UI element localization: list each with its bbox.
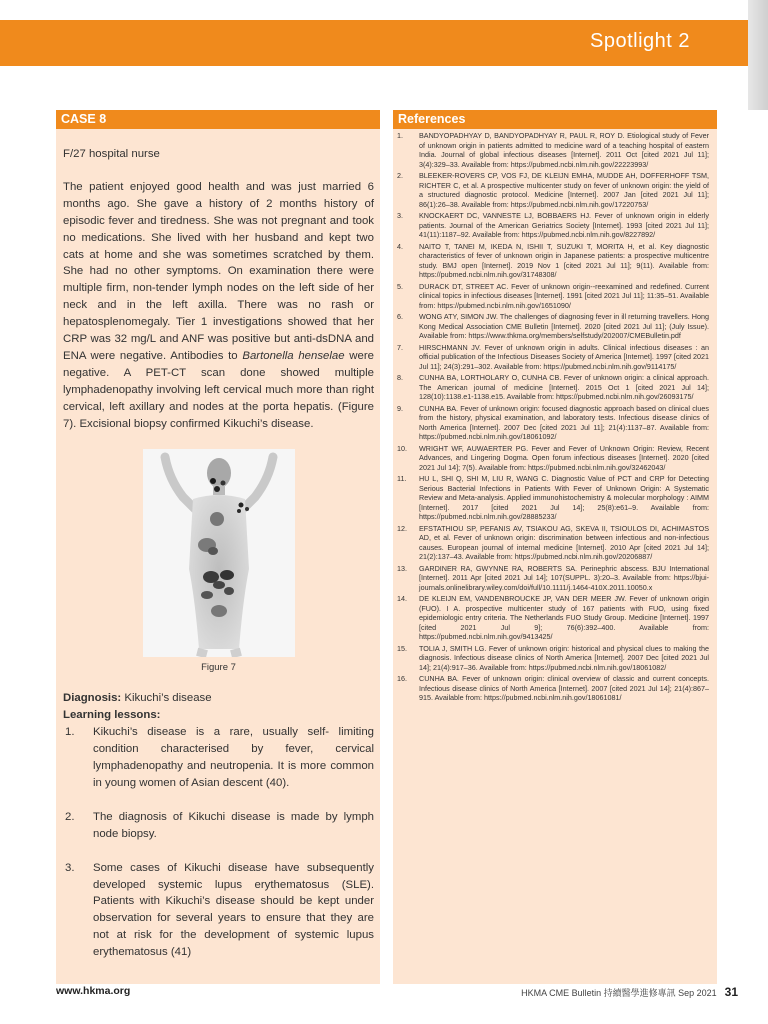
reference-text: DE KLEIJN EM, VANDENBROUCKE JP, VAN DER MEER JW. Fever of unknown origin (FUO). I A. prospective multicenter study of 167 patients with FUO, using fixed epidemiologic entry criteria. The Netherlands FUO Study Group. Medicine [Internet]. 1997 [cited 2021 Jul 9]; 76(6):392–400. Available from: https://pubmed.ncbi.nlm.nih.gov/9413425/ <box>419 594 709 641</box>
lesson-text: The diagnosis of Kikuchi disease is made by lymph node biopsy. <box>93 810 374 840</box>
references-panel <box>393 110 717 984</box>
reference-number: 11. <box>397 474 407 483</box>
reference-item <box>397 524 709 562</box>
reference-text: HIRSCHMANN JV. Fever of unknown origin in adults. Clinical infectious diseases : an official publication of the Infectious Diseases Society of America [Internet]. 1997 [cited 2021 Jul 11]; 24(3):291–302. Available from: https://pubmed.ncbi.nlm.nih.gov/9114175/ <box>419 342 709 371</box>
reference-number: 13. <box>397 563 407 573</box>
reference-number: 5. <box>397 281 403 291</box>
reference-text: CUNHA BA. Fever of unknown origin: focused diagnostic approach based on clinical clues from the history, physical examination, and laboratory tests. Infectious disease clinics of North America [Internet]. 2007 Dec [cited 2021 Jul 11]; 21(4):1137–87. Available from: https://pubmed.ncbi.nlm.nih.gov/18061092/ <box>419 403 709 441</box>
reference-text: CUNHA BA, LORTHOLARY O, CUNHA CB. Fever of unknown origin: a clinical approach. The American journal of medicine [Internet]. 2015 Oct 1 [cited 2021 Jul 14]; 128(10):1138.e1-1138.e15. Available from: https://pubmed.ncbi.nlm.nih.gov/26093175/ <box>419 373 709 401</box>
reference-text: NAITO T, TANEI M, IKEDA N, ISHII T, SUZUKI T, MORITA H, et al. Key diagnostic characteristics of fever of unknown origin in Japanese patients: a prospective multicentre study. BMJ open [Internet]. 2019 Nov 1 [cited 2021 Jul 11]; 9(11). Available from: https://pubmed.ncbi.nlm.nih.gov/31748308/ <box>419 241 709 279</box>
diagnosis <box>63 690 374 707</box>
footer-bulletin <box>521 985 738 999</box>
references-title: References <box>393 110 717 129</box>
reference-text: CUNHA BA. Fever of unknown origin: clinical overview of classic and current concepts. Infectious disease clinics of North America [Internet]. 2007 [cited 2021 Jul 14]; 21(4):867–915. Available from: https://pubmed.ncbi.nlm.nih.gov/18061081/ <box>419 674 709 702</box>
reference-number: 4. <box>397 241 403 251</box>
diagnosis-value: Kikuchi’s disease <box>121 692 212 705</box>
reference-text: GARDINER RA, GWYNNE RA, ROBERTS SA. Perinephric abscess. BJU International [Internet]. 2011 Apr [cited 2021 Jul 14]; 107(SUPPL. 3):20–3. Available from: https://bjui-journals.onlinelibrary.wiley.com/doi/full/10.1111/j.1464-410X.2011.10050.x <box>419 563 709 592</box>
bulletin-name: HKMA CME Bulletin 持續醫學進修專訊 Sep 2021 <box>521 988 717 998</box>
reference-number: 16. <box>397 674 407 683</box>
figure-caption: Figure 7 <box>201 661 236 673</box>
reference-item <box>397 594 709 642</box>
reference-text: HU L, SHI Q, SHI M, LIU R, WANG C. Diagnostic Value of PCT and CRP for Detecting Serious Bacterial Infections in Patients With Fever of Unknown Origin: A Systematic Review and Meta-analysis. Applied immunohistochemistry & molecular morphology : AIMM [Internet]. 2017 [cited 2021 Jul 14]; 25(8):e61–9. Available from: https://pubmed.ncbi.nlm.nih.gov/28885233/ <box>419 474 709 521</box>
lesson-item <box>63 724 374 792</box>
reference-item <box>397 131 709 169</box>
patient-info: F/27 hospital nurse <box>63 148 160 160</box>
reference-item <box>397 373 709 402</box>
reference-text: WRIGHT WF, AUWAERTER PG. Fever and Fever of Unknown Origin: Review, Recent Advances, and Lingering Dogma. Open forum infectious diseases [Internet]. 2020 [cited 2021 Jul 14]; 7(5). Available from: https://pubmed.ncbi.nlm.nih.gov/32462043/ <box>419 443 709 472</box>
case-panel <box>56 110 380 984</box>
reference-number: 1. <box>397 131 403 140</box>
reference-text: DURACK DT, STREET AC. Fever of unknown origin--reexamined and redefined. Current clinical topics in infectious diseases [Internet]. 1991 [cited 2021 Jul 11]; 11:35–51. Available from: https://pubmed.ncbi.nlm.nih.gov/1651090/ <box>419 281 709 310</box>
lesson-text: Some cases of Kikuchi disease have subsequently developed systemic lupus erythematosus (SLE). Patients with Kikuchi’s disease should be kept under observation for several years to ensure that they are not at risk for the development of systemic lupus erythematosus (41) <box>93 861 374 959</box>
case-body <box>56 129 380 961</box>
diagnosis-label: Diagnosis: <box>63 692 122 705</box>
reference-item <box>397 474 709 522</box>
lesson-item <box>63 860 374 961</box>
reference-number: 10. <box>397 443 407 453</box>
spotlight-banner <box>0 20 748 66</box>
learning-lessons-list <box>63 724 374 961</box>
reference-text: WONG ATY, SIMON JW. The challenges of diagnosing fever in ill returning travellers. Hong Kong Medical Association CME Bulletin [Internet]. 2020 [cited 2021 Jul 11]; (July Issue). Available from: https://www.thkma.org/members/selfstudy/202007/CMEBulletin.pdf <box>419 312 709 340</box>
reference-number: 2. <box>397 171 403 180</box>
case-title: CASE 8 <box>56 110 380 129</box>
page-footer <box>0 985 768 1005</box>
history-text-2: were negative. A PET-CT scan done showed multiple lymphadenopathy involving left cervical much more than right cervical, left axillary and nodes at the porta hepatis. (Figure 7). Excisional biopsy confirmed Kikuchi’s disease. <box>63 349 374 430</box>
reference-item <box>397 242 709 280</box>
reference-item <box>397 343 709 372</box>
footer-url[interactable]: www.hkma.org <box>56 985 131 997</box>
page-number: 31 <box>724 985 738 999</box>
reference-text: EFSTATHIOU SP, PEFANIS AV, TSIAKOU AG, SKEVA II, TSIOULOS DI, ACHIMASTOS AD, et al. Fever of unknown origin: discrimination between infectious and non-infectious causes. European journal of internal medicine [Internet]. 2010 Apr [cited 2021 Jul 14]; 21(2):137–43. Available from: https://pubmed.ncbi.nlm.nih.gov/20206887/ <box>419 523 709 561</box>
pet-ct-image <box>143 449 295 657</box>
reference-item <box>397 444 709 473</box>
learning-lessons-title: Learning lessons: <box>63 709 161 722</box>
lesson-number: 2. <box>65 810 75 823</box>
reference-item <box>397 404 709 442</box>
reference-item <box>397 171 709 209</box>
lesson-text: Kikuchi’s disease is a rare, usually self- limiting condition characterised by fever, cervical lymphadenopathy and neutropenia. It is more common in young women of Asian descent (40). <box>93 726 374 789</box>
reference-item <box>397 282 709 311</box>
reference-number: 9. <box>397 403 403 413</box>
history-text-1: The patient enjoyed good health and was just married 6 months ago. She gave a history of 2 months history of episodic fever and tiredness. She was not pregnant and took no medications. She lived with her husband and kept two cats at home and she was sometimes scratched by them. She had no other symptoms. On examination there were multiple firm, non-tender lymph nodes on the left side of her neck and in the left axilla. There was no rash or hepatosplenomegaly. Tier 1 investigations showed that her CRP was 32 mg/L and ANF was positive but anti-dsDNA and ENA were negative. Antibodies to <box>63 180 374 362</box>
spotlight-title: Spotlight 2 <box>589 30 690 52</box>
reference-item <box>397 211 709 240</box>
reference-number: 8. <box>397 373 403 382</box>
lesson-number: 3. <box>65 861 75 874</box>
references-list <box>393 129 717 703</box>
lesson-item <box>63 809 374 843</box>
page-edge-tab <box>748 0 768 110</box>
reference-item <box>397 644 709 673</box>
reference-text: BANDYOPADHYAY D, BANDYOPADHYAY R, PAUL R, ROY D. Etiological study of Fever of unknown origin in patients admitted to medicine ward of a teaching hospital of eastern India. Journal of global infectious diseases [Internet]. 2011 Oct [cited 2021 Jul 11]; 3(4):329–33. Available from: https://pubmed.ncbi.nlm.nih.gov/22223993/ <box>419 131 709 169</box>
pet-ct-figure <box>143 449 295 657</box>
reference-number: 7. <box>397 342 403 352</box>
reference-number: 15. <box>397 643 407 653</box>
case-history <box>63 179 374 433</box>
reference-text: KNOCKAERT DC, VANNESTE LJ, BOBBAERS HJ. Fever of unknown origin in elderly patients. Journal of the American Geriatrics Society [Internet]. 1993 [cited 2021 Jul 11]; 41(11):1187–92. Available from: https://pubmed.ncbi.nlm.nih.gov/8227892/ <box>419 211 709 239</box>
reference-text: BLEEKER-ROVERS CP, VOS FJ, DE KLEIJN EMHA, MUDDE AH, DOFFERHOFF TSM, RICHTER C, et al. A prospective multicenter study on fever of unknown origin: the yield of a structured diagnostic protocol. Medicine [Internet]. 2007 Jan [cited 2021 Jul 11]; 86(1):26–38. Available from: https://pubmed.ncbi.nlm.nih.gov/17220753/ <box>419 171 709 209</box>
reference-text: TOLIA J, SMITH LG. Fever of unknown origin: historical and physical clues to making the diagnosis. Infectious disease clinics of North America [Internet]. 2007 Dec [cited 2021 Jul 14]; 21(4):917–36. Available from: https://pubmed.ncbi.nlm.nih.gov/18061082/ <box>419 643 709 672</box>
reference-number: 14. <box>397 594 407 603</box>
reference-item <box>397 564 709 593</box>
reference-item <box>397 312 709 341</box>
reference-item <box>397 674 709 703</box>
history-italic: Bartonella henselae <box>242 349 345 362</box>
reference-number: 12. <box>397 523 407 533</box>
reference-number: 6. <box>397 312 403 321</box>
reference-number: 3. <box>397 211 403 220</box>
lesson-number: 1. <box>65 726 75 739</box>
